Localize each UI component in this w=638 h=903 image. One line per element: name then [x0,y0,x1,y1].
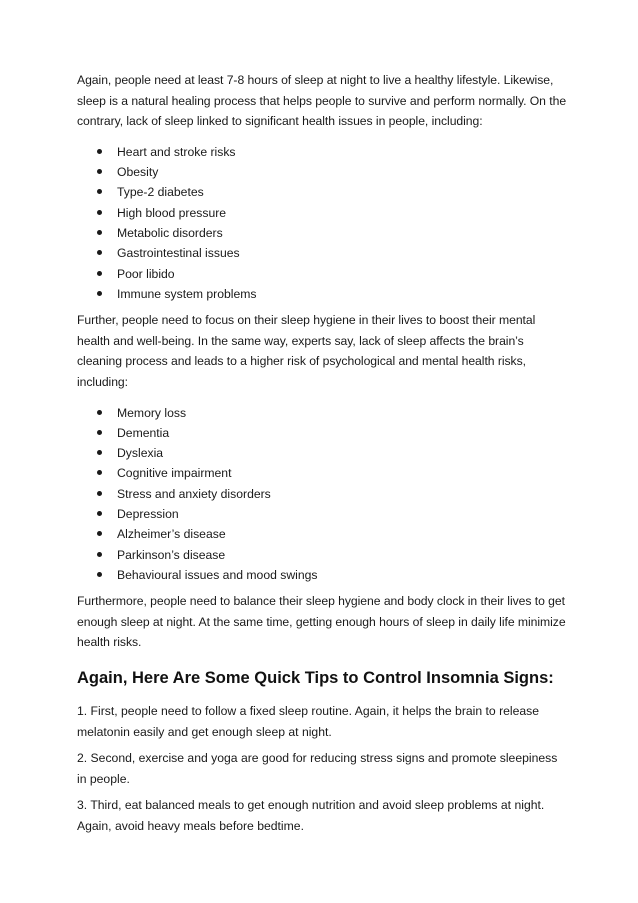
list-item-text: Poor libido [117,266,175,281]
list-item [77,223,567,243]
list-item [77,203,567,223]
bullet-icon [97,410,102,415]
list-item-text: Parkinson’s disease [117,547,226,562]
bullet-icon [97,149,102,154]
bullet-icon [97,450,102,455]
bullet-icon [97,511,102,516]
bullet-icon [97,572,102,577]
list-item [77,545,567,565]
bullet-icon [97,430,102,435]
list-item-text: Metabolic disorders [117,225,223,240]
bullet-icon [97,271,102,276]
list-item [77,264,567,284]
list-item [77,142,567,162]
list-item [77,182,567,202]
health-issues-list [77,142,567,304]
list-item-text: Dyslexia [117,446,164,461]
bullet-icon [97,552,102,557]
list-item-text: Depression [117,507,179,522]
list-item-text: Dementia [117,425,170,440]
tips-heading: Again, Here Are Some Quick Tips to Control Insomnia Signs: [77,668,554,687]
mental-risks-list [77,403,567,586]
bullet-icon [97,531,102,536]
list-item [77,565,567,585]
list-item-text: Behavioural issues and mood swings [117,567,318,582]
list-item-text: Memory loss [117,405,187,420]
tip-paragraph: 3. Third, eat balanced meals to get enough nutrition and avoid sleep problems at night. Again, avoid heavy meals before bedtime. [77,798,545,833]
list-item [77,243,567,263]
list-item-text: Obesity [117,165,159,180]
list-item [77,443,567,463]
list-item-text: Alzheimer’s disease [117,527,226,542]
mental-health-paragraph: Further, people need to focus on their sleep hygiene in their lives to boost their mental health and well-being. In the same way, experts say, lack of sleep affects the brain’s cleaning process and leads to a higher risk of psychological and mental health risks, including: [77,313,536,389]
tip-paragraph: 2. Second, exercise and yoga are good for reducing stress signs and promote sleepiness in people. [77,751,558,786]
bullet-icon [97,189,102,194]
list-item-text: High blood pressure [117,205,227,220]
list-item-text: Immune system problems [117,286,257,301]
list-item-text: Gastrointestinal issues [117,246,240,261]
list-item [77,484,567,504]
list-item [77,162,567,182]
list-item [77,463,567,483]
document-page [77,70,567,843]
bullet-icon [97,291,102,296]
bullet-icon [97,169,102,174]
bullet-icon [97,250,102,255]
list-item [77,423,567,443]
list-item-text: Type-2 diabetes [117,185,204,200]
list-item [77,284,567,304]
bullet-icon [97,230,102,235]
list-item-text: Heart and stroke risks [117,144,236,159]
list-item [77,504,567,524]
list-item-text: Cognitive impairment [117,466,232,481]
bullet-icon [97,470,102,475]
tip-paragraph: 1. First, people need to follow a fixed sleep routine. Again, it helps the brain to release melatonin easily and get enough sleep at night. [77,703,540,739]
list-item-text: Stress and anxiety disorders [117,486,271,501]
list-item [77,524,567,544]
balance-paragraph: Furthermore, people need to balance their sleep hygiene and body clock in their lives to get enough sleep at night. At the same time, getting enough hours of sleep in daily life minimize health risks. [77,594,566,650]
bullet-icon [97,210,102,215]
list-item [77,403,567,423]
intro-paragraph: Again, people need at least 7-8 hours of sleep at night to live a healthy lifestyle. Likewise, sleep is a natural healing process that helps people to survive and perform normally. On the contrary, lack of sleep linked to significant health issues in people, including: [77,73,567,129]
bullet-icon [97,491,102,496]
